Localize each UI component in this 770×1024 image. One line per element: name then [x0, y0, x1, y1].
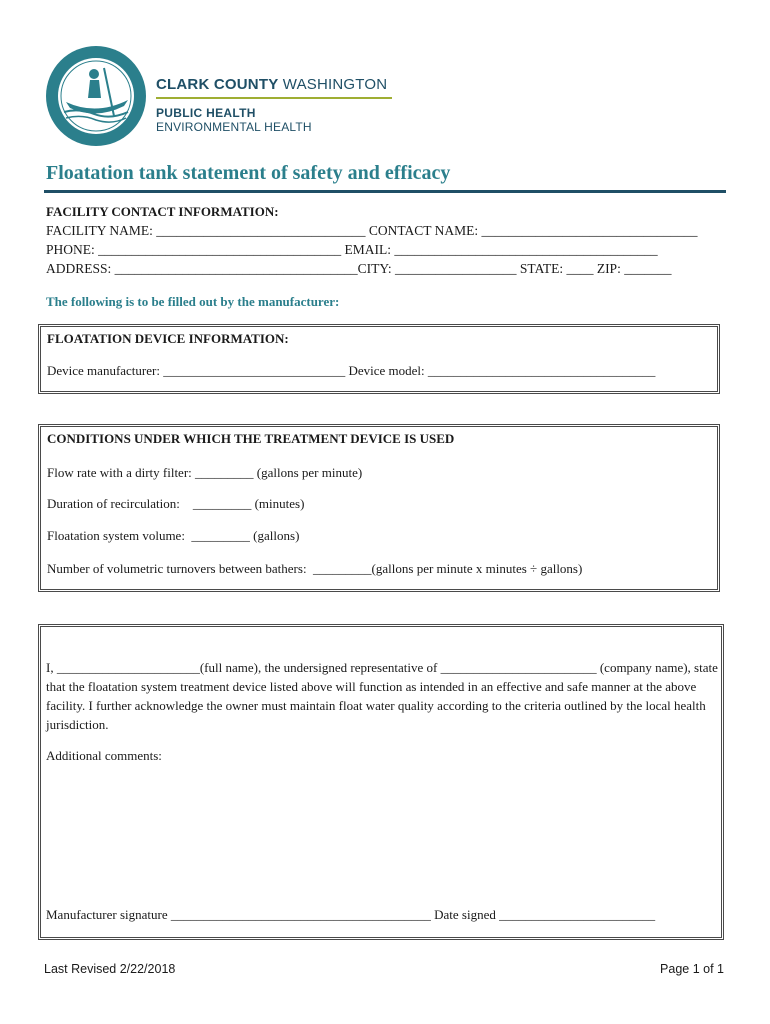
device-info-box [38, 324, 720, 394]
turnovers-field[interactable]: Number of volumetric turnovers between bathers: _________(gallons per minute x minutes ÷ gallons) [47, 561, 583, 576]
org-name: CLARK COUNTY WASHINGTON [156, 76, 388, 93]
conditions-heading: CONDITIONS UNDER WHICH THE TREATMENT DEVICE IS USED [47, 431, 455, 446]
title-divider [44, 190, 726, 193]
device-manufacturer-model-line[interactable]: Device manufacturer: ____________________________ Device model: ___________________________________ [47, 363, 656, 378]
last-revised: Last Revised 2/22/2018 [44, 962, 176, 976]
document-title: Floatation tank statement of safety and efficacy [46, 162, 451, 184]
volume-field[interactable]: Floatation system volume: _________ (gallons) [47, 528, 300, 543]
department-name: PUBLIC HEALTH [156, 106, 256, 120]
county-seal-logo [44, 44, 148, 148]
duration-field[interactable]: Duration of recirculation: _________ (minutes) [47, 496, 305, 511]
phone-email-line[interactable]: PHONE: ____________________________________ EMAIL: _______________________________________ [46, 242, 658, 257]
org-divider [156, 97, 392, 99]
facility-heading: FACILITY CONTACT INFORMATION: [46, 204, 279, 219]
page-number: Page 1 of 1 [660, 962, 724, 976]
conditions-box [38, 424, 720, 592]
signature-date-line[interactable]: Manufacturer signature ________________________________________ Date signed ________________________ [46, 907, 656, 922]
facility-name-contact-line[interactable]: FACILITY NAME: _______________________________ CONTACT NAME: ________________________________ [46, 223, 698, 238]
division-name: ENVIRONMENTAL HEALTH [156, 120, 312, 134]
device-info-heading: FLOATATION DEVICE INFORMATION: [47, 331, 289, 346]
additional-comments-label: Additional comments: [46, 748, 162, 763]
attestation-paragraph: I, ______________________(full name), the undersigned representative of ________________________ (company name), state that the floatation system treatment device listed above will function as intended in an effective and safe manner at the above facility. I further acknowledge the owner must maintain float water quality according to the criteria outlined by the local health jurisdiction. [46, 660, 718, 732]
flow-rate-field[interactable]: Flow rate with a dirty filter: _________ (gallons per minute) [47, 465, 363, 480]
address-line[interactable]: ADDRESS: ____________________________________CITY: __________________ STATE: ____ ZIP: _______ [46, 261, 672, 276]
manufacturer-note: The following is to be filled out by the manufacturer: [46, 294, 340, 309]
additional-comments-area[interactable] [46, 768, 716, 896]
